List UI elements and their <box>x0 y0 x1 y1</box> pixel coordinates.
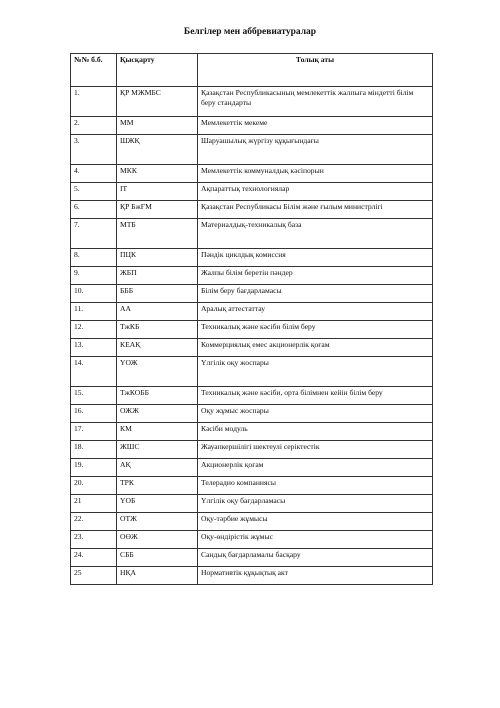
table-row <box>71 423 433 441</box>
cell-full-name: Оқу-тәрбие жұмысы <box>198 513 433 531</box>
cell-number: 12. <box>71 321 117 339</box>
cell-number: 8. <box>71 249 117 267</box>
header-full-name: Толық аты <box>198 54 433 87</box>
cell-full-name: Техникалық және кәсіби, орта білімнен кейін білім беру <box>198 387 433 405</box>
cell-number: 9. <box>71 267 117 285</box>
table-row <box>71 249 433 267</box>
cell-abbreviation: ОТЖ <box>117 513 198 531</box>
cell-abbreviation: ҮОБ <box>117 495 198 513</box>
table-row <box>71 117 433 135</box>
cell-abbreviation: ЖБП <box>117 267 198 285</box>
cell-number: 19. <box>71 459 117 477</box>
cell-number: 5. <box>71 183 117 201</box>
header-abbreviation: Қысқарту <box>117 54 198 87</box>
cell-full-name: Коммерциялық емес акционерлік қоғам <box>198 339 433 357</box>
cell-number: 11. <box>71 303 117 321</box>
cell-number: 6. <box>71 201 117 219</box>
cell-full-name: Шаруашылық жүргізу құқығындағы <box>198 135 433 165</box>
table-row <box>71 567 433 585</box>
cell-full-name: Қазақстан Республикасының мемлекеттік жалпыға міндетті білім беру стандарты <box>198 87 433 117</box>
cell-full-name: Аралық аттестаттау <box>198 303 433 321</box>
cell-full-name: Техникалық және кәсіби білім беру <box>198 321 433 339</box>
cell-number: 2. <box>71 117 117 135</box>
table-row <box>71 201 433 219</box>
cell-abbreviation: ҮОЖ <box>117 357 198 387</box>
cell-full-name: Мемлекеттік мекеме <box>198 117 433 135</box>
cell-number: 16. <box>71 405 117 423</box>
table-row <box>71 513 433 531</box>
cell-abbreviation: ІТ <box>117 183 198 201</box>
table-row <box>71 165 433 183</box>
table-row <box>71 477 433 495</box>
cell-abbreviation: ҚР БжҒМ <box>117 201 198 219</box>
cell-abbreviation: ТРК <box>117 477 198 495</box>
cell-full-name: Ақпараттық технологиялар <box>198 183 433 201</box>
cell-number: 10. <box>71 285 117 303</box>
cell-full-name: Пәндік циклдық комиссия <box>198 249 433 267</box>
cell-number: 1. <box>71 87 117 117</box>
cell-number: 13. <box>71 339 117 357</box>
cell-full-name: Материалдық-техникалық база <box>198 219 433 249</box>
cell-number: 17. <box>71 423 117 441</box>
cell-abbreviation: АА <box>117 303 198 321</box>
cell-abbreviation: ШЖҚ <box>117 135 198 165</box>
cell-abbreviation: МТБ <box>117 219 198 249</box>
abbreviations-table <box>70 53 433 585</box>
cell-number: 24. <box>71 549 117 567</box>
cell-full-name: Сандық бағдарламалы басқару <box>198 549 433 567</box>
cell-number: 21 <box>71 495 117 513</box>
cell-number: 7. <box>71 219 117 249</box>
cell-abbreviation: МКК <box>117 165 198 183</box>
cell-full-name: Жауапкершілігі шектеулі серіктестік <box>198 441 433 459</box>
cell-full-name: Қазақстан Республикасы Білім және ғылым министрлігі <box>198 201 433 219</box>
table-row <box>71 357 433 387</box>
table-row <box>71 339 433 357</box>
table-row <box>71 87 433 117</box>
cell-abbreviation: ТжКБ <box>117 321 198 339</box>
cell-abbreviation: ОӨЖ <box>117 531 198 549</box>
cell-full-name: Оқу жұмыс жоспары <box>198 405 433 423</box>
table-row <box>71 441 433 459</box>
cell-abbreviation: ММ <box>117 117 198 135</box>
table-row <box>71 405 433 423</box>
cell-number: 14. <box>71 357 117 387</box>
cell-abbreviation: ПЦК <box>117 249 198 267</box>
cell-abbreviation: НҚА <box>117 567 198 585</box>
cell-abbreviation: КЕАҚ <box>117 339 198 357</box>
cell-abbreviation: ОЖЖ <box>117 405 198 423</box>
table-row <box>71 267 433 285</box>
cell-number: 23. <box>71 531 117 549</box>
cell-abbreviation: БББ <box>117 285 198 303</box>
table-row <box>71 219 433 249</box>
cell-abbreviation: ТжКОББ <box>117 387 198 405</box>
cell-number: 15. <box>71 387 117 405</box>
cell-number: 4. <box>71 165 117 183</box>
table-row <box>71 459 433 477</box>
cell-full-name: Оқу-өндірістік жұмыс <box>198 531 433 549</box>
table-row <box>71 549 433 567</box>
cell-number: 20. <box>71 477 117 495</box>
cell-abbreviation: КМ <box>117 423 198 441</box>
table-row <box>71 387 433 405</box>
cell-number: 18. <box>71 441 117 459</box>
cell-abbreviation: ЖШС <box>117 441 198 459</box>
table-row <box>71 321 433 339</box>
table-row <box>71 531 433 549</box>
cell-abbreviation: ҚР МЖМБС <box>117 87 198 117</box>
page-title: Белгілер мен аббревиатуралар <box>183 27 317 37</box>
cell-full-name: Білім беру бағдарламасы <box>198 285 433 303</box>
cell-full-name: Телерадио компаниясы <box>198 477 433 495</box>
table-row <box>71 183 433 201</box>
header-number: №№ б.б. <box>71 54 117 87</box>
cell-full-name: Жалпы білім беретін пәндер <box>198 267 433 285</box>
cell-number: 25 <box>71 567 117 585</box>
cell-abbreviation: АҚ <box>117 459 198 477</box>
table-row <box>71 303 433 321</box>
table-row <box>71 285 433 303</box>
cell-full-name: Үлгілік оқу бағдарламасы <box>198 495 433 513</box>
cell-full-name: Кәсіби модуль <box>198 423 433 441</box>
table-row <box>71 495 433 513</box>
cell-full-name: Акционерлік қоғам <box>198 459 433 477</box>
cell-number: 22. <box>71 513 117 531</box>
cell-full-name: Мемлекеттік коммуналдық кәсіпорын <box>198 165 433 183</box>
cell-full-name: Үлгілік оқу жоспары <box>198 357 433 387</box>
table-header-row <box>71 54 433 87</box>
cell-abbreviation: СББ <box>117 549 198 567</box>
table-row <box>71 135 433 165</box>
cell-full-name: Нормативтік құқықтық акт <box>198 567 433 585</box>
cell-number: 3. <box>71 135 117 165</box>
